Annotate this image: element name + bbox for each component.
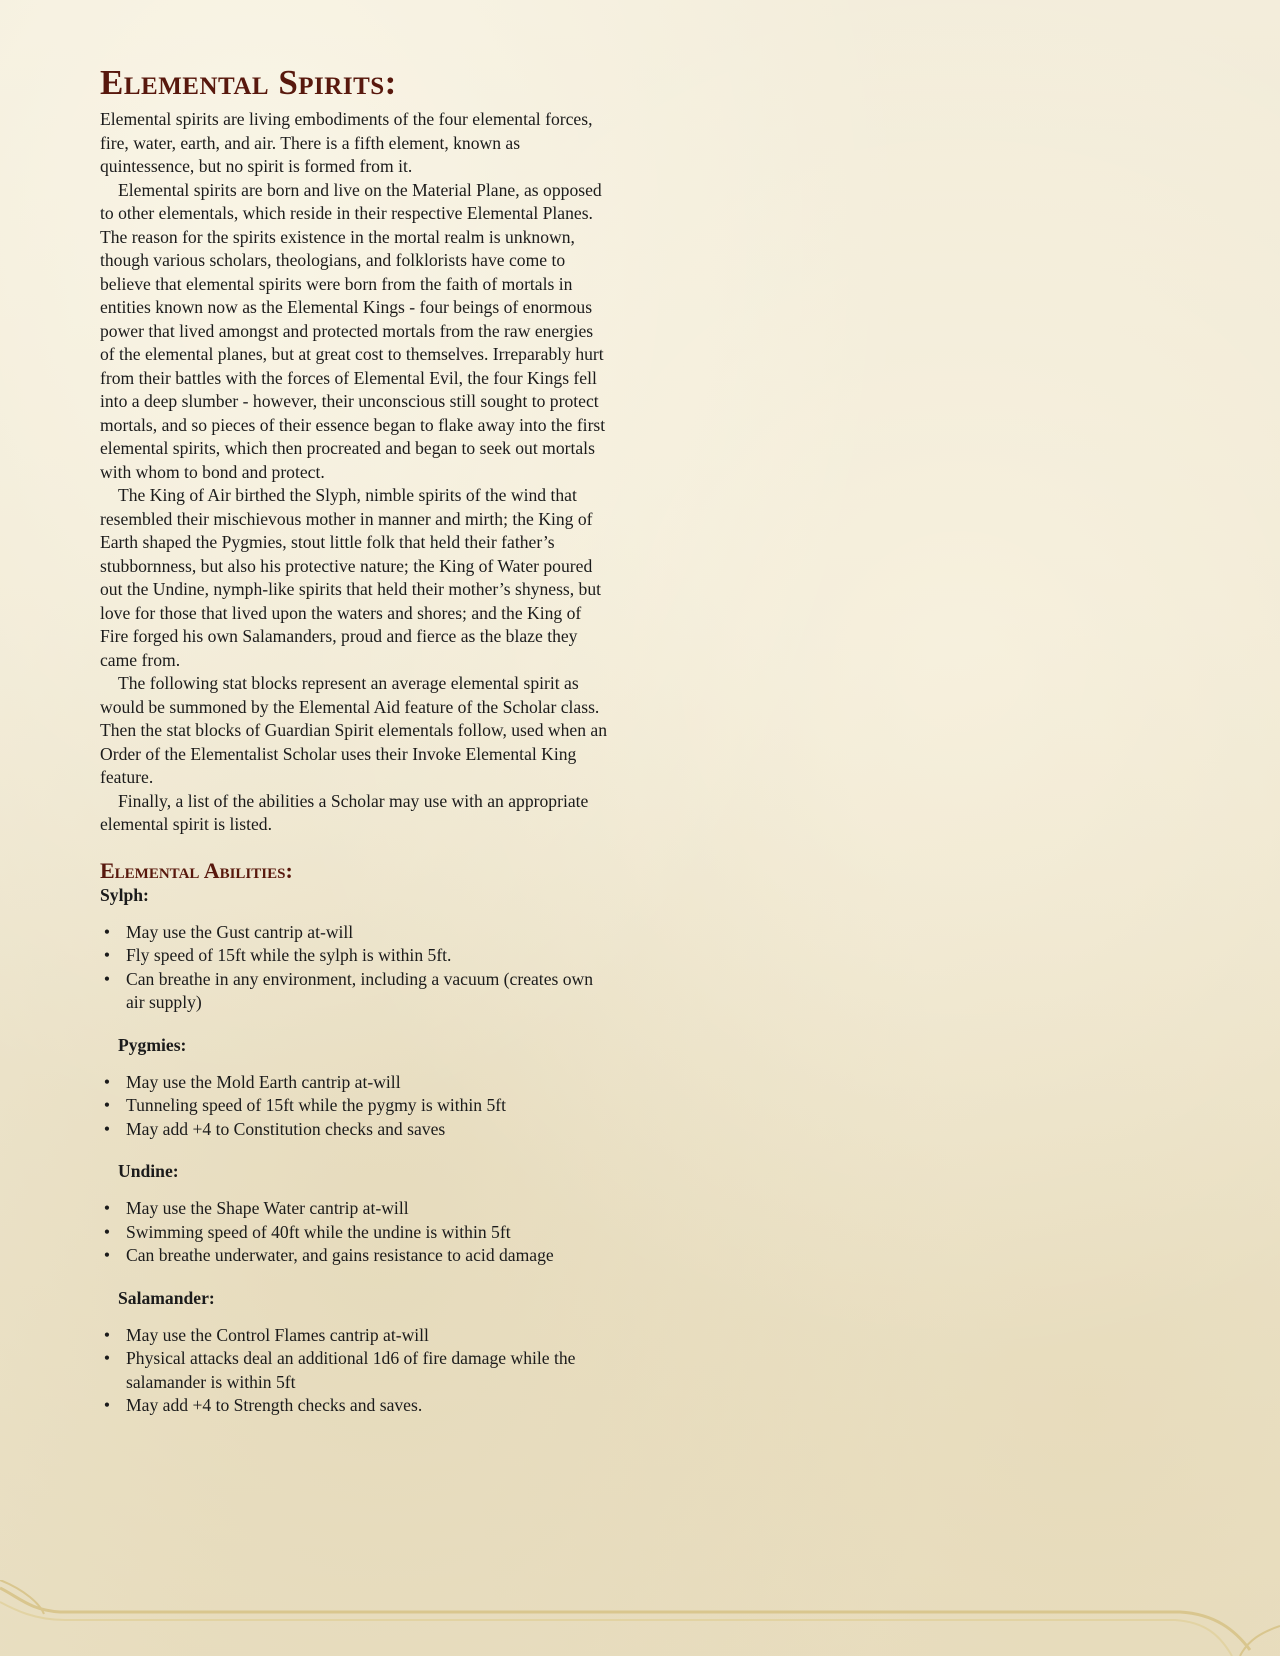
bullet-icon: • <box>103 1395 111 1416</box>
pygmies-abilities-list <box>100 1071 610 1142</box>
footer-corner-right <box>1240 1626 1280 1656</box>
sylph-abilities-list <box>100 921 610 1015</box>
bullet-icon: • <box>103 1221 111 1242</box>
paragraph: The following stat blocks represent an average elemental spirit as would be summoned by the Elemental Aid feature of the Scholar class. Then the stat blocks of Guardian Spirit elementals follow, used when an Order of the Elementalist Scholar uses their Invoke Elemental King feature. <box>100 673 607 787</box>
bullet-icon: • <box>103 1348 111 1369</box>
section-heading-abilities: Elemental Abilities: <box>100 857 293 883</box>
list-item: • Tunneling speed of 15ft while the pygmy is within 5ft <box>126 1094 610 1118</box>
list-item: • Can breathe in any environment, including a vacuum (creates own air supply) <box>126 968 610 1015</box>
paragraph: The King of Air birthed the Slyph, nimble spirits of the wind that resembled their mischievous mother in manner and mirth; the King of Earth shaped the Pygmies, stout little folk that held their father’s stubbornness, but also his protective nature; the King of Water poured out the Undine, nymph-like spirits that held their mother’s shyness, but love for those that lived upon the waters and shores; and the King of Fire forged his own Salamanders, proud and fierce as the blaze they came from. <box>100 485 602 670</box>
list-item: • May use the Gust cantrip at-will <box>126 921 610 945</box>
list-item: • May use the Shape Water cantrip at-will <box>126 1197 610 1221</box>
paragraph: Elemental spirits are living embodiments of the four elemental forces, fire, water, earth, and air. There is a fifth element, known as quintessence, but no spirit is formed from it. <box>100 109 593 176</box>
spirit-heading-pygmies: Pygmies: <box>118 1034 187 1055</box>
undine-abilities-list <box>100 1197 610 1268</box>
bullet-icon: • <box>103 1245 111 1266</box>
spirit-heading-sylph: Sylph: <box>100 884 149 905</box>
footer-ornament <box>0 1580 1280 1656</box>
list-item: • May add +4 to Strength checks and saves. <box>126 1394 610 1418</box>
list-item: • Physical attacks deal an additional 1d6 of fire damage while the salamander is within 5ft <box>126 1347 610 1394</box>
bullet-icon: • <box>103 945 111 966</box>
bullet-icon: • <box>103 968 111 989</box>
paragraph: Finally, a list of the abilities a Scholar may use with an appropriate elemental spirit is listed. <box>100 790 589 834</box>
spirit-heading-undine: Undine: <box>118 1161 179 1182</box>
bullet-icon: • <box>103 1071 111 1092</box>
footer-line-bottom <box>0 1602 1232 1656</box>
list-item: • May add +4 to Constitution checks and saves <box>126 1118 610 1142</box>
list-item: • May use the Mold Earth cantrip at-will <box>126 1071 610 1095</box>
page-title: Elemental Spirits: <box>100 63 397 102</box>
bullet-icon: • <box>103 1095 111 1116</box>
list-item: • May use the Control Flames cantrip at-will <box>126 1324 610 1348</box>
content-column <box>100 62 610 1418</box>
bullet-icon: • <box>103 1198 111 1219</box>
salamander-abilities-list <box>100 1324 610 1418</box>
spirit-heading-salamander: Salamander: <box>118 1287 215 1308</box>
list-item: • Swimming speed of 40ft while the undine is within 5ft <box>126 1221 610 1245</box>
bullet-icon: • <box>103 1324 111 1345</box>
list-item: • Can breathe underwater, and gains resistance to acid damage <box>126 1244 610 1268</box>
intro-text <box>100 108 610 837</box>
bullet-icon: • <box>103 921 111 942</box>
bullet-icon: • <box>103 1118 111 1139</box>
paragraph: Elemental spirits are born and live on the Material Plane, as opposed to other elementals, which reside in their respective Elemental Planes. The reason for the spirits existence in the mortal realm is unknown, though various scholars, theologians, and folklorists have come to believe that elemental spirits were born from the faith of mortals in entities known now as the Elemental Kings - four beings of enormous power that lived amongst and protected mortals from the raw energies of the elemental planes, but at great cost to themselves. Irreparably hurt from their battles with the forces of Elemental Evil, the four Kings fell into a deep slumber - however, their unconscious still sought to protect mortals, and so pieces of their essence began to flake away into the first elemental spirits, which then procreated and began to seek out mortals with whom to bond and protect. <box>100 179 606 482</box>
list-item: • Fly speed of 15ft while the sylph is within 5ft. <box>126 944 610 968</box>
